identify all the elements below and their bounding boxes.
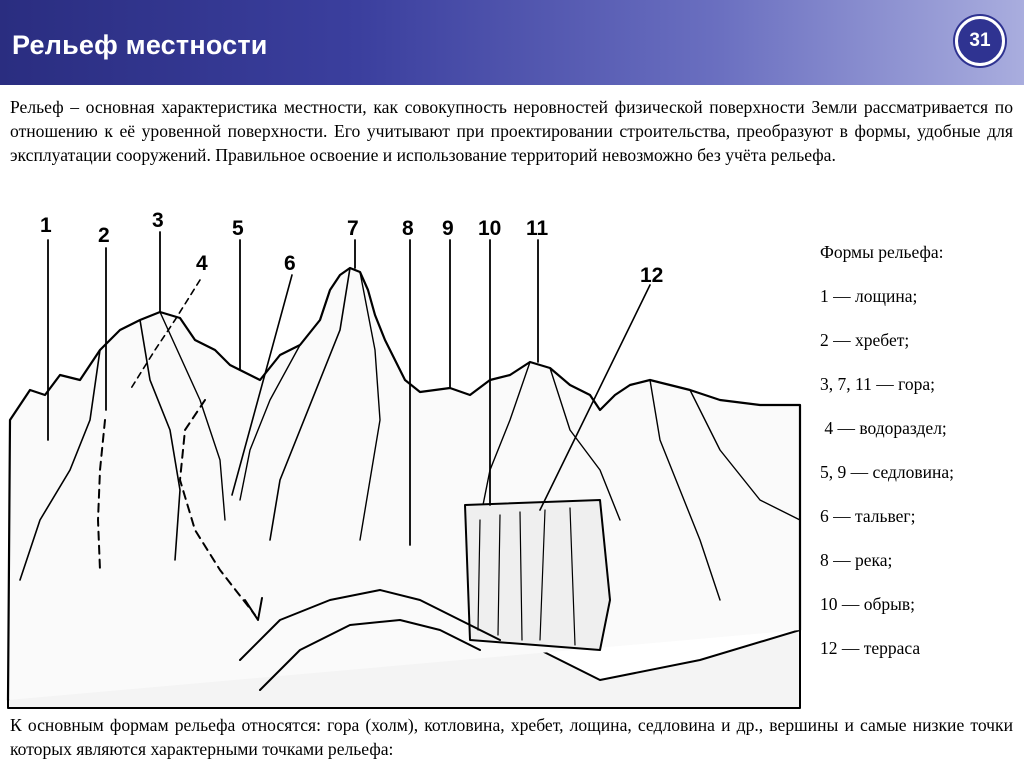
legend-item: 6 — тальвег;: [820, 506, 916, 526]
drawing-label-7: 7: [347, 217, 359, 240]
legend-item: 4 — водораздел;: [820, 418, 947, 438]
drawing-label-12: 12: [640, 264, 664, 287]
cliff: [465, 500, 610, 650]
title-banner: [0, 0, 1024, 85]
legend-item: 12 — терраса: [820, 638, 921, 658]
drawing-label-9: 9: [442, 217, 454, 240]
legend-item: 5, 9 — седловина;: [820, 462, 955, 482]
drawing-label-6: 6: [284, 252, 296, 275]
intro-paragraph: Рельеф – основная характеристика местности, как совокупность неровностей физической поверхности Земли рассматривается по отношению к её уровенной поверхности. Его учитывают при проектировании строительства, преобразуют в формы, удобные для эксплуатации сооружений. Правильное освоение и использование территорий невозможно без учёта рельефа.: [10, 97, 1013, 165]
slide-number: 31: [969, 30, 991, 51]
page-title: Рельеф местности: [12, 30, 268, 60]
legend-title: Формы рельефа:: [820, 242, 944, 262]
legend-item: 10 — обрыв;: [820, 594, 916, 614]
footer-paragraph: К основным формам рельефа относятся: гора (холм), котловина, хребет, лощина, седловина и др., вершины и самые низкие точки которых являются характерными точками рельефа:: [10, 715, 1013, 759]
drawing-label-10: 10: [478, 217, 502, 240]
slide-number-badge: [955, 16, 1005, 66]
drawing-label-2: 2: [98, 224, 110, 247]
legend-item: 3, 7, 11 — гора;: [820, 374, 935, 394]
relief-forms-legend: [820, 242, 1020, 682]
drawing-label-1: 1: [40, 214, 52, 237]
legend-item: 8 — река;: [820, 550, 893, 570]
relief-drawing: [0, 205, 810, 710]
drawing-label-5: 5: [232, 217, 244, 240]
drawing-label-11: 11: [526, 217, 549, 240]
drawing-label-4: 4: [196, 252, 208, 275]
drawing-label-8: 8: [402, 217, 414, 240]
mountain-ridge-left: [8, 268, 800, 700]
drawing-label-3: 3: [152, 209, 164, 232]
legend-item: 2 — хребет;: [820, 330, 910, 350]
legend-item: 1 — лощина;: [820, 286, 918, 306]
